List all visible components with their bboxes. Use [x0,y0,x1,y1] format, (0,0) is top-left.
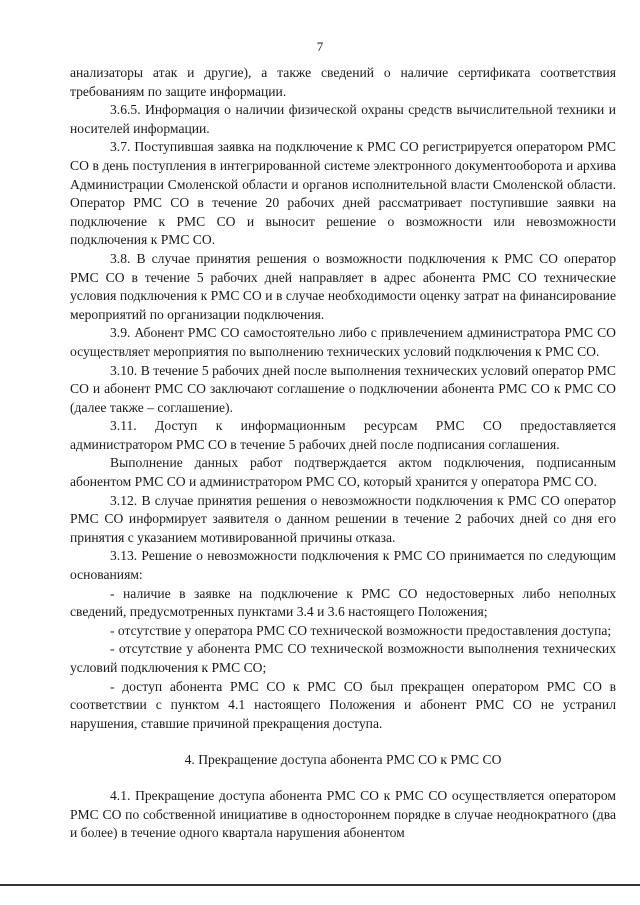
list-item-ground-4: - доступ абонента РМС СО к РМС СО был прекращен оператором РМС СО в соответствии с пунктом 4.1 настоящего Положения и абонент РМС СО не устранил нарушения, ставшие причиной прекращения доступа. [70,678,616,731]
paragraph-3-7: 3.7. Поступившая заявка на подключение к РМС СО регистрируется оператором РМС СО в день поступления в интегрированной системе электронного документооборота и архива Администрации Смоленской области и органов исполнительной власти Смоленской области. Оператор РМС СО в течение 20 рабочих дней рассматривает поступившие заявки на подключение к РМС СО и выносит решение о возможности или невозможности подключения к РМС СО. [70,139,616,248]
paragraph-3-11: 3.11. Доступ к информационным ресурсам РМС СО предоставляется администратором РМС СО в течение 5 рабочих дней после подписания соглашения. [70,418,616,452]
paragraph-act-note: Выполнение данных работ подтверждается актом подключения, подписанным абонентом РМС СО и администратором РМС СО, который хранится у оператора РМС СО. [70,455,616,490]
list-item-ground-3: - отсутствие у абонента РМС СО технической возможности выполнения технических условий подключения к РМС СО; [70,641,616,675]
document-body [70,64,616,843]
page-bottom-border [0,884,640,886]
paragraph-3-10: 3.10. В течение 5 рабочих дней после выполнения технических условий оператор РМС СО и абонент РМС СО заключают соглашение о подключении абонента РМС СО к РМС СО (далее также – соглашение). [70,362,616,415]
paragraph-3-6-5: 3.6.5. Информация о наличии физической охраны средств вычислительной техники и носителей информации. [70,102,616,136]
paragraph-3-8: 3.8. В случае принятия решения о возможности подключения к РМС СО оператор РМС СО в течение 5 рабочих дней направляет в адрес абонента РМС СО технические условия подключения к РМС СО и в случае необходимости оценку затрат на финансирование мероприятий по организации подключения. [70,250,616,322]
paragraph-3-12: 3.12. В случае принятия решения о невозможности подключения к РМС СО оператор РМС СО информирует заявителя о данном решении в течение 2 рабочих дней со дня его принятия с указанием мотивированной причины отказа. [70,492,616,545]
list-item-ground-1: - наличие в заявке на подключение к РМС СО недостоверных либо неполных сведений, предусмотренных пунктами 3.4 и 3.6 настоящего Положения; [70,585,616,620]
paragraph-4-1: 4.1. Прекращение доступа абонента РМС СО к РМС СО осуществляется оператором РМС СО по собственной инициативе в одностороннем порядке в случае неоднократного (два и более) в течение одного квартала нарушения абонентом [70,787,616,841]
paragraph-continuation: анализаторы атак и другие), а также сведений о наличие сертификата соответствия требованиям по защите информации. [70,65,616,99]
page-number: 7 [316,39,324,54]
paragraph-3-13: 3.13. Решение о невозможности подключения к РМС СО принимается по следующим основаниям: [70,548,616,583]
section-heading: 4. Прекращение доступа абонента РМС СО к РМС СО [184,752,502,768]
list-item-ground-2: - отсутствие у оператора РМС СО технической возможности предоставления доступа; [110,622,612,638]
paragraph-3-9: 3.9. Абонент РМС СО самостоятельно либо с привлечением администратора РМС СО осуществляет мероприятия по выполнению технических условий подключения к РМС СО. [70,325,616,359]
